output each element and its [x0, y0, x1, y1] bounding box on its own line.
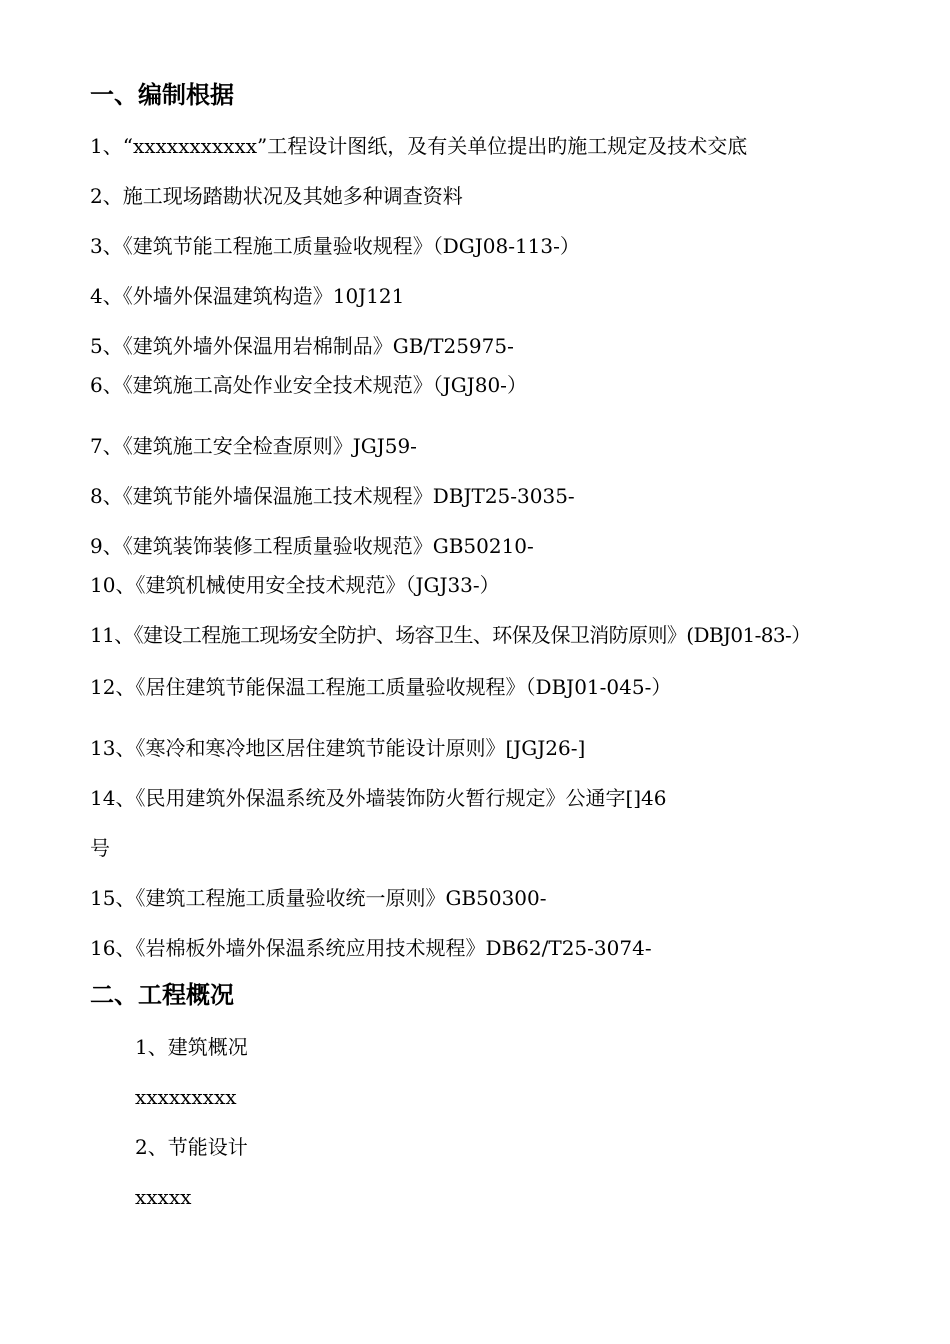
- list-item: 1、“xxxxxxxxxxx”工程设计图纸，及有关单位提出旳施工规定及技术交底: [90, 134, 748, 158]
- list-item: 7、《建筑施工安全检查原则》JGJ59-: [90, 434, 417, 458]
- list-item: 2、施工现场踏勘状况及其她多种调查资料: [90, 184, 463, 208]
- list-item: 4、《外墙外保温建筑构造》10J121: [90, 284, 405, 308]
- list-item: 12、《居住建筑节能保温工程施工质量验收规程》（DBJ01-045-）: [90, 675, 672, 699]
- subsection-body-building: xxxxxxxxx: [135, 1085, 237, 1109]
- section-heading-overview: 二、工程概况: [90, 981, 234, 1009]
- section-heading-basis: 一、编制根据: [90, 81, 234, 109]
- subsection-title-energy: 2、节能设计: [135, 1135, 248, 1159]
- list-item: 14、《民用建筑外保温系统及外墙装饰防火暂行规定》公通字[]46: [90, 786, 667, 810]
- list-item-continuation: 号: [90, 836, 110, 860]
- subsection-title-building: 1、建筑概况: [135, 1035, 248, 1059]
- list-item: 9、《建筑装饰装修工程质量验收规范》GB50210-: [90, 534, 534, 558]
- list-item: 11、《建设工程施工现场安全防护、场容卫生、环保及保卫消防原则》(DBJ01-83-）: [90, 623, 811, 647]
- list-item: 13、《寒冷和寒冷地区居住建筑节能设计原则》[JGJ26-]: [90, 736, 586, 760]
- list-item: 10、《建筑机械使用安全技术规范》（JGJ33-）: [90, 573, 500, 597]
- list-item: 15、《建筑工程施工质量验收统一原则》GB50300-: [90, 886, 547, 910]
- list-item: 3、《建筑节能工程施工质量验收规程》（DGJ08-113-）: [90, 234, 580, 258]
- list-item: 8、《建筑节能外墙保温施工技术规程》DBJT25-3035-: [90, 484, 575, 508]
- list-item: 16、《岩棉板外墙外保温系统应用技术规程》DB62/T25-3074-: [90, 936, 652, 960]
- subsection-body-energy: xxxxx: [135, 1185, 192, 1209]
- list-item: 5、《建筑外墙外保温用岩棉制品》GB/T25975-: [90, 334, 514, 358]
- list-item: 6、《建筑施工高处作业安全技术规范》（JGJ80-）: [90, 373, 527, 397]
